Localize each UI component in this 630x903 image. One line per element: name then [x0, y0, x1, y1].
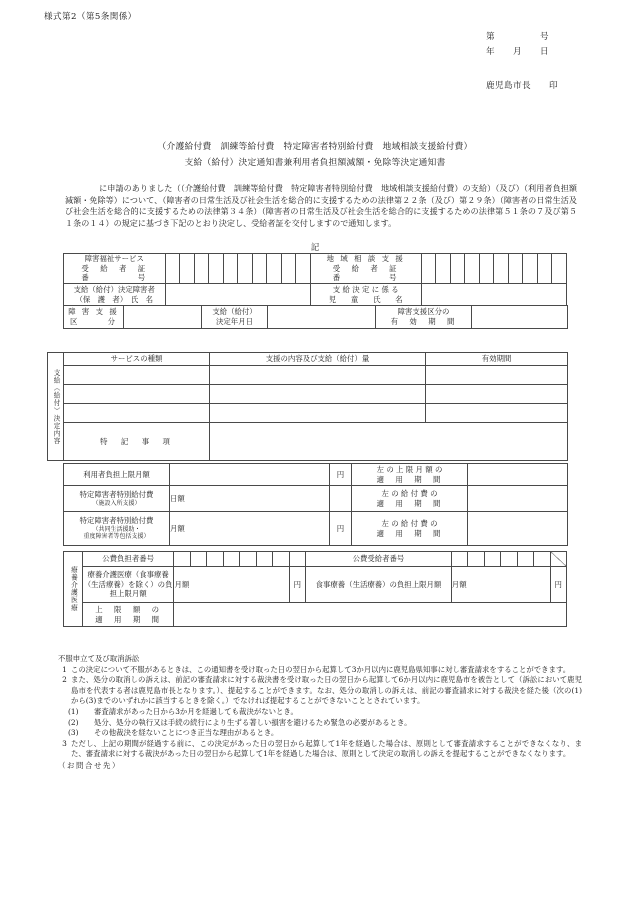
- appeal-notice: [58, 654, 582, 772]
- validity-period-label-l1: 障害支援区分の: [397, 307, 450, 317]
- cap-period-label-l2: 適 用 期 間: [95, 614, 161, 624]
- public-recipient-digit-unused[interactable]: [550, 552, 566, 567]
- service-type-value[interactable]: [64, 404, 210, 423]
- notice-subitem: [58, 707, 582, 718]
- child-name-label-l1: 支 給 決 定 に 係 る: [332, 284, 399, 294]
- care-medical-label: 療養介護医療（食事療養（生活療養）を除く）の負担上限月額: [82, 567, 174, 603]
- service-type-value[interactable]: [64, 366, 210, 385]
- special-notes-value[interactable]: [210, 423, 568, 461]
- welfare-cert-digit[interactable]: [165, 254, 180, 284]
- regional-cert-digit[interactable]: [479, 254, 494, 284]
- body-paragraph-text: に申請のありました（（介護給付費 訓練等給付費 特定障害者特別給付費 地域相談支援給付費）の支給）（及び）（利用者負担額減額・免除等）について、（障害者の日常生活及び社会生活を総合的に支援するための法律第２２条（及び）第２９条）（障害者の日常生活及び社会生活を総合的に支援するための法律第３４条）（障害者の日常生活及び社会生活を総合的に支援するための法律第５１条の７及び第５１条の１４）の規定に基づき下記のとおり決定し、受給者証を交付しますので通知します。: [65, 183, 577, 228]
- service-validity-value[interactable]: [426, 404, 568, 423]
- special-benefit-facility-period-l2: 適 用 期 間: [376, 498, 443, 508]
- regional-cert-digit[interactable]: [537, 254, 552, 284]
- service-content-table: [47, 352, 568, 461]
- special-notes-label: 特 記 事 項: [64, 423, 210, 461]
- burden-cap-value[interactable]: [170, 464, 330, 486]
- notice-subitem-number: (3): [68, 728, 79, 738]
- service-type-header: サービスの種類: [64, 353, 210, 366]
- service-validity-header: 有効期間: [426, 353, 568, 366]
- child-name-value[interactable]: [421, 284, 566, 306]
- special-benefit-group-currency: 円: [330, 512, 352, 546]
- special-benefit-group-label: [64, 512, 170, 546]
- public-payer-digit[interactable]: [289, 552, 305, 567]
- special-benefit-facility-period-value[interactable]: [468, 486, 568, 512]
- welfare-cert-label-l1: 障害福祉サービス: [84, 254, 144, 264]
- special-benefit-group-unit[interactable]: 月額: [170, 512, 330, 546]
- decision-date-label-l2: 決定年月日: [216, 317, 253, 326]
- notice-item: [58, 739, 582, 760]
- public-recipient-digit[interactable]: [517, 552, 533, 567]
- public-payer-digit[interactable]: [174, 552, 190, 567]
- appeal-notice-heading: 不服申立て及び取消訴訟: [58, 654, 140, 663]
- notice-subitem-text: その他裁決を経ないことにつき正当な理由があるとき。: [94, 728, 279, 738]
- child-name-label: [310, 284, 421, 306]
- welfare-cert-label-l2: 受 給 者 証: [81, 263, 148, 273]
- notice-item-text: ただし、上記の期間が経過する前に、この決定があった日の翌日から起算して1年を経過した場合は、原則として審査請求することができなくなり、また、審査請求に対する裁決があった日の翌日から起算して1年を経過した場合は、原則として決定の取消しの訴えを提起することができなくなります。: [71, 738, 582, 759]
- service-side-label: [48, 353, 64, 461]
- document-number-field: 第 号: [486, 32, 549, 42]
- regional-cert-digit[interactable]: [552, 254, 567, 284]
- burden-cap-period-value[interactable]: [468, 464, 568, 486]
- welfare-cert-digit[interactable]: [252, 254, 267, 284]
- notice-subitem-number: (1): [68, 706, 79, 716]
- disability-class-label: [64, 306, 124, 329]
- special-benefit-group-period-value[interactable]: [468, 512, 568, 546]
- contact-label: （お問合せ先）: [58, 760, 121, 770]
- service-validity-value[interactable]: [426, 366, 568, 385]
- document-date-field: 年 月 日: [486, 47, 549, 57]
- public-recipient-digit[interactable]: [451, 552, 467, 567]
- care-medical-currency: 円: [289, 567, 305, 603]
- welfare-cert-label-l3: 番 号: [81, 273, 148, 283]
- public-recipient-digit[interactable]: [484, 552, 500, 567]
- disability-class-label-l2: 区 分: [70, 317, 117, 326]
- care-medical-unit[interactable]: 月額: [174, 567, 289, 603]
- cap-period-value[interactable]: [174, 603, 567, 627]
- medical-side-label-text: 療養介護医療: [69, 566, 78, 612]
- medical-side-label: [64, 552, 83, 627]
- burden-cap-period-label: [352, 464, 468, 486]
- notice-subitem-text: 処分、処分の執行又は手続の続行により生ずる著しい損害を避けるため緊急の必要があるとき。: [94, 717, 412, 727]
- notice-item-number: 2: [62, 675, 67, 685]
- public-payer-digit[interactable]: [273, 552, 289, 567]
- decided-person-label-l2: （保 護 者） 氏 名: [75, 294, 154, 304]
- public-recipient-digit[interactable]: [501, 552, 517, 567]
- public-payer-digit[interactable]: [256, 552, 272, 567]
- service-validity-value[interactable]: [426, 385, 568, 404]
- user-burden-table: [63, 463, 568, 546]
- welfare-cert-digit[interactable]: [267, 254, 282, 284]
- special-benefit-facility-label-l1: 特定障害者特別給付費: [79, 489, 154, 499]
- cap-period-label: [82, 603, 174, 627]
- meal-therapy-label: 食事療養（生活療養）の負担上限月額: [306, 567, 452, 603]
- welfare-cert-digit[interactable]: [281, 254, 296, 284]
- regional-cert-label-l2: 受 給 者 証: [332, 263, 399, 273]
- notice-item-number: 1: [62, 664, 67, 674]
- validity-period-label: [376, 306, 472, 329]
- service-amount-value[interactable]: [210, 366, 426, 385]
- medical-care-table: [63, 551, 567, 627]
- notice-subitem-number: (2): [68, 717, 79, 727]
- public-recipient-label: 公費受給者番号: [306, 552, 452, 567]
- special-benefit-facility-label: [64, 486, 170, 512]
- decision-date-label: [202, 306, 268, 329]
- cap-period-label-l1: 上 限 額 の: [95, 604, 161, 614]
- regional-cert-digit[interactable]: [494, 254, 509, 284]
- notice-subitem-text: 審査請求があった日から3か月を経過しても裁決がないとき。: [94, 706, 298, 716]
- special-benefit-group-label-l1: 特定障害者特別給付費: [79, 516, 154, 526]
- disability-class-value[interactable]: [124, 306, 202, 329]
- special-benefit-facility-period-l1: 左 の 給 付 費 の: [381, 488, 438, 498]
- special-benefit-group-period-l1: 左 の 給 付 費 の: [381, 518, 438, 528]
- welfare-cert-digit[interactable]: [238, 254, 253, 284]
- body-paragraph: [65, 183, 577, 229]
- regional-cert-digit[interactable]: [508, 254, 523, 284]
- special-benefit-group-label-l3: 重度障害者等包括支援）: [83, 533, 150, 541]
- public-payer-digit[interactable]: [190, 552, 206, 567]
- notice-subitem: [58, 718, 582, 729]
- welfare-cert-digit[interactable]: [209, 254, 224, 284]
- issuer-name: 鹿児島市長 印: [486, 81, 558, 91]
- special-benefit-facility-unit[interactable]: 日額: [170, 486, 330, 512]
- public-recipient-digit[interactable]: [534, 552, 550, 567]
- decision-date-value[interactable]: [268, 306, 376, 329]
- public-payer-digit[interactable]: [223, 552, 239, 567]
- decided-person-value[interactable]: [165, 284, 310, 306]
- special-benefit-group-period-l2: 適 用 期 間: [376, 528, 443, 538]
- regional-cert-digit[interactable]: [421, 254, 436, 284]
- regional-cert-digit[interactable]: [450, 254, 465, 284]
- decided-person-label-l1: 支給（給付）決定障害者: [73, 284, 155, 294]
- service-type-value[interactable]: [64, 385, 210, 404]
- service-amount-value[interactable]: [210, 404, 426, 423]
- service-amount-value[interactable]: [210, 385, 426, 404]
- special-benefit-facility-currency: [330, 486, 352, 512]
- public-payer-digit[interactable]: [207, 552, 223, 567]
- special-benefit-group-label-l2: （共同生活援助・: [92, 525, 141, 533]
- public-payer-digit[interactable]: [240, 552, 256, 567]
- public-payer-label: 公費負担者番号: [82, 552, 174, 567]
- service-amount-header: 支援の内容及び支給（給付）量: [210, 353, 426, 366]
- disability-class-label-l1: 障 害 支 援: [68, 307, 119, 317]
- regional-cert-digit[interactable]: [436, 254, 451, 284]
- burden-cap-currency: 円: [330, 464, 352, 486]
- regional-cert-label-l1: 地 域 相 談 支 援: [326, 254, 405, 264]
- decided-person-label: [64, 284, 166, 306]
- welfare-cert-label: [64, 254, 166, 284]
- notice-item-number: 3: [62, 738, 67, 748]
- welfare-cert-digit[interactable]: [223, 254, 238, 284]
- regional-cert-digit[interactable]: [465, 254, 480, 284]
- special-benefit-facility-label-l2: （施設入所支援）: [92, 499, 141, 507]
- welfare-cert-digit[interactable]: [194, 254, 209, 284]
- regional-cert-label-l3: 番 号: [332, 273, 399, 283]
- burden-cap-label: 利用者負担上限月額: [64, 464, 170, 486]
- special-benefit-group-period-label: [352, 512, 468, 546]
- burden-cap-period-label-l2: 適 用 期 間: [376, 474, 443, 484]
- notice-subitem: [58, 728, 582, 739]
- meal-therapy-unit[interactable]: 月額: [451, 567, 550, 603]
- decision-date-label-l1: 支給（給付）: [212, 307, 257, 317]
- child-name-label-l2: 児 童 氏 名: [328, 294, 403, 304]
- public-recipient-digit[interactable]: [468, 552, 484, 567]
- recipient-info-table: [63, 253, 567, 306]
- meal-therapy-currency: 円: [550, 567, 566, 603]
- service-side-label-text: 支給（給付）決定内容: [52, 368, 60, 445]
- ki-marker: 記: [310, 242, 320, 252]
- welfare-cert-digit[interactable]: [296, 254, 311, 284]
- classification-table: [63, 305, 568, 329]
- welfare-cert-digit[interactable]: [180, 254, 195, 284]
- title-line-1: （介護給付費 訓練等給付費 特定障害者特別給付費 地域相談支援給付費）: [157, 142, 473, 152]
- validity-period-value[interactable]: [472, 306, 568, 329]
- special-benefit-facility-period-label: [352, 486, 468, 512]
- notice-item-text: この決定について不服があるときは、この通知書を受け取った日の翌日から起算して3か月以内に鹿児島県知事に対し審査請求をすることができます。: [71, 664, 571, 674]
- regional-cert-digit[interactable]: [523, 254, 538, 284]
- notice-item: [58, 665, 582, 676]
- title-line-2: 支給（給付）決定通知書兼利用者負担額減額・免除等決定通知書: [184, 158, 446, 168]
- notice-item: [58, 675, 582, 707]
- burden-cap-period-label-l1: 左 の 上 限 月 額 の: [376, 464, 443, 474]
- form-number: 様式第2（第5条関係）: [44, 12, 137, 22]
- notice-item-text: また、処分の取消しの訴えは、前記の審査請求に対する裁決書を受け取った日の翌日から起算して6か月以内に鹿児島市を被告として（訴訟において鹿児島市を代表する者は鹿児島市長となります。）、提起することができます。なお、処分の取消しの訴えは、前記の審査請求に対する裁決を経た後（次の(1)から(3)までのいずれかに該当するときを除く。）でなければ提起することができないこととされています。: [71, 675, 582, 706]
- regional-cert-label: [310, 254, 421, 284]
- validity-period-label-l2: 有 効 期 間: [390, 317, 457, 326]
